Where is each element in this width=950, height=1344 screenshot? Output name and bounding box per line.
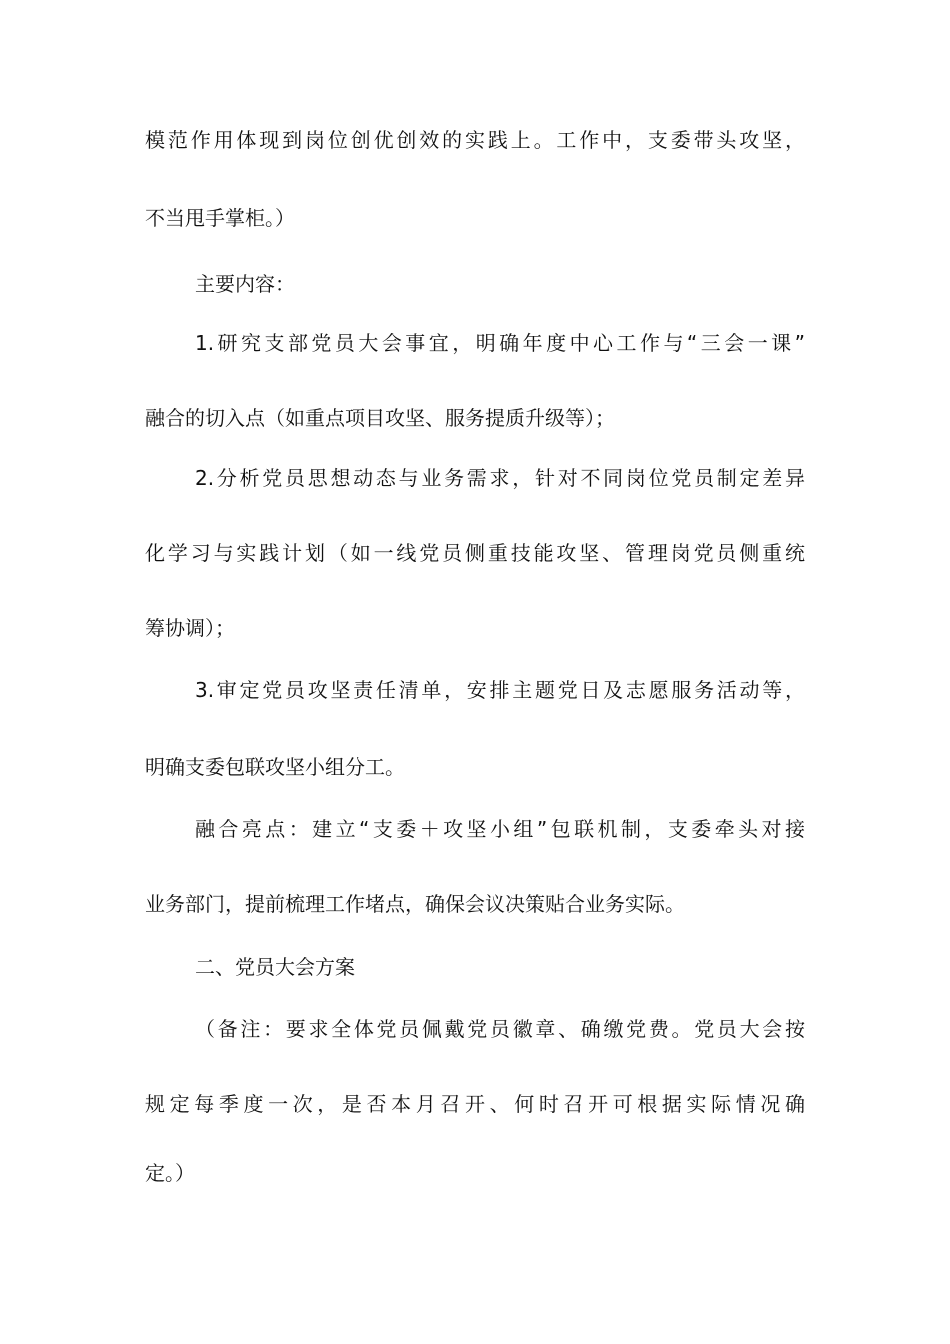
text-line: 融合的切入点（如重点项目攻坚、服务提质升级等）； [145,406,615,430]
section-heading: 二、党员大会方案 [195,955,355,979]
text-line: 模范作用体现到岗位创优创效的实践上。工作中，支委带头攻坚， [145,128,805,152]
text-line: 化学习与实践计划（如一线党员侧重技能攻坚、管理岗党员侧重统 [145,541,805,565]
text-line: 规定每季度一次，是否本月召开、何时召开可根据实际情况确 [145,1092,805,1116]
section-label: 主要内容： [195,272,295,296]
text-line: 筹协调）； [145,616,235,640]
text-line: 业务部门，提前梳理工作堵点，确保会议决策贴合业务实际。 [145,892,685,916]
text-line: 明确支委包联攻坚小组分工。 [145,755,405,779]
highlight-paragraph: 融合亮点：建立“支委＋攻坚小组”包联机制，支委牵头对接 [195,817,805,841]
list-item-3: 3.审定党员攻坚责任清单，安排主题党日及志愿服务活动等， [195,678,805,702]
note-paragraph: （备注：要求全体党员佩戴党员徽章、确缴党费。党员大会按 [195,1017,805,1041]
text-line: 定。） [145,1161,195,1185]
text-line: 不当甩手掌柜。） [145,206,295,230]
list-item-2: 2.分析党员思想动态与业务需求，针对不同岗位党员制定差异 [195,466,805,490]
list-item-1: 1.研究支部党员大会事宜，明确年度中心工作与“三会一课” [195,331,805,355]
